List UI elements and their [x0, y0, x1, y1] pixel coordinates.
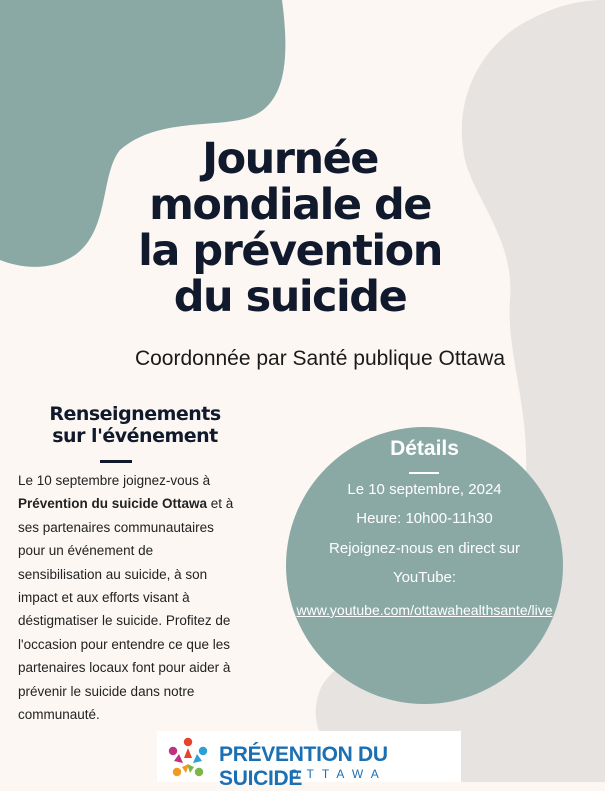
- details-divider: [409, 472, 439, 474]
- org-name: Prévention du suicide Ottawa: [18, 496, 208, 512]
- details-circle: [286, 427, 563, 704]
- join-text-line1: Rejoignez-nous en direct sur: [329, 540, 520, 557]
- join-text-line2: YouTube:: [392, 569, 457, 586]
- subtitle: Coordonnée par Santé publique Ottawa: [134, 347, 506, 370]
- event-date: Le 10 septembre, 2024: [347, 481, 502, 498]
- logo-city: OTTAWA: [289, 767, 387, 781]
- details-title: Détails: [390, 437, 459, 460]
- logo: [157, 731, 461, 790]
- info-divider: [100, 460, 132, 463]
- info-heading: Renseignements sur l'événement: [49, 403, 221, 447]
- youtube-link[interactable]: www.youtube.com/ottawahealthsante/live: [296, 602, 553, 618]
- page-title: Journée mondiale de la prévention du suicide: [138, 134, 442, 322]
- event-time: Heure: 10h00-11h30: [356, 510, 493, 527]
- info-body: Le 10 septembre joignez-vous à Prévention du suicide Ottawa et à ses partenaires communautaires pour un événement de sensibilisation au suicide, à son impact et aux efforts visant à déstigmatiser le suicide. Profitez de l'occasion pour entendre ce que les partenaires locaux font pour aider à prévenir le suicide dans notre communauté.: [18, 473, 234, 723]
- logo-name: PRÉVENTION DU SUICIDE: [219, 743, 388, 790]
- people-circle-icon: [166, 736, 210, 780]
